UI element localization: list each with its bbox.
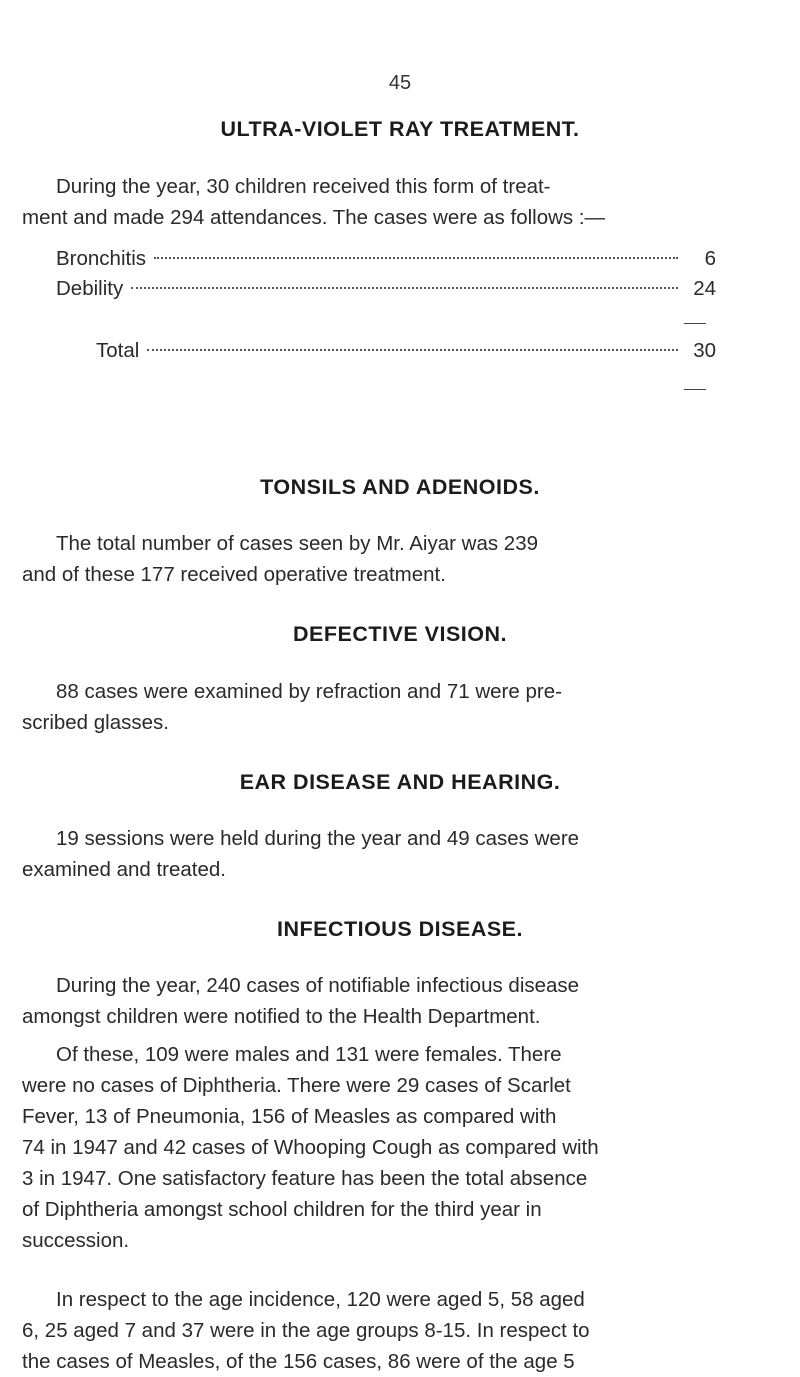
paragraph-vision	[22, 676, 780, 738]
para-line: the cases of Measles, of the 156 cases, 86 were of the age 5	[22, 1350, 575, 1373]
paragraph-ultraviolet	[22, 171, 780, 233]
heading-ultraviolet: ULTRA-VIOLET RAY TREATMENT.	[220, 117, 580, 141]
heading-ear: EAR DISEASE AND HEARING.	[239, 770, 561, 794]
row-label: Debility	[56, 277, 124, 300]
heading-tonsils: TONSILS AND ADENOIDS.	[260, 475, 540, 499]
para-line-text: The total number of cases seen by Mr. Aiyar was 239	[56, 532, 538, 555]
row-value: 6	[704, 247, 716, 270]
para-line: 6, 25 aged 7 and 37 were in the age groups 8-15. In respect to	[22, 1319, 590, 1342]
paragraph-tonsils	[22, 528, 780, 590]
page-number: 45	[388, 72, 412, 94]
para-line-text: During the year, 240 cases of notifiable infectious disease	[56, 974, 580, 997]
para-line-text: During the year, 30 children received this form of treat-	[56, 175, 551, 198]
para-line: 3 in 1947. One satisfactory feature has been the total absence	[22, 1167, 588, 1190]
para-line: succession.	[22, 1229, 130, 1252]
paragraph-infectious-2	[22, 1039, 780, 1256]
paragraph-infectious-1	[22, 970, 780, 1032]
row-label: Total	[96, 339, 140, 362]
para-line: 74 in 1947 and 42 cases of Whooping Cough as compared with	[22, 1136, 599, 1159]
para-line: Fever, 13 of Pneumonia, 156 of Measles as compared with	[22, 1105, 557, 1128]
sum-rule-top	[684, 323, 706, 324]
dot-leader	[147, 349, 678, 351]
para-line: were no cases of Diphtheria. There were 29 cases of Scarlet	[22, 1074, 571, 1097]
para-line: and of these 177 received operative treatment.	[22, 563, 446, 586]
para-line: ment and made 294 attendances. The cases were as follows :—	[22, 206, 606, 229]
para-line-text: In respect to the age incidence, 120 were aged 5, 58 aged	[56, 1288, 585, 1311]
para-line	[22, 823, 780, 854]
sum-rule-bottom	[684, 389, 706, 390]
para-line	[22, 171, 780, 202]
para-line: scribed glasses.	[22, 711, 169, 734]
dot-leader	[154, 257, 678, 259]
heading-vision: DEFECTIVE VISION.	[293, 622, 507, 646]
para-line-text: 19 sessions were held during the year and 49 cases were	[56, 827, 580, 850]
para-line-text: Of these, 109 were males and 131 were females. There	[56, 1043, 562, 1066]
row-label: Bronchitis	[56, 247, 147, 270]
para-line	[22, 528, 780, 559]
table-row-bronchitis	[56, 244, 716, 274]
para-line	[22, 676, 780, 707]
para-line	[22, 1284, 780, 1315]
para-line: of Diphtheria amongst school children for the third year in	[22, 1198, 542, 1221]
para-line: examined and treated.	[22, 858, 226, 881]
para-line	[22, 1039, 780, 1070]
dot-leader	[131, 287, 678, 289]
row-value: 30	[693, 339, 716, 362]
row-value: 24	[693, 277, 716, 300]
table-row-total	[96, 336, 716, 366]
table-row-debility	[56, 274, 716, 304]
heading-infectious: INFECTIOUS DISEASE.	[276, 917, 524, 941]
paragraph-ear	[22, 823, 780, 885]
para-line: amongst children were notified to the Health Department.	[22, 1005, 541, 1028]
para-line	[22, 970, 780, 1001]
para-line-text: 88 cases were examined by refraction and 71 were pre-	[56, 680, 562, 703]
paragraph-infectious-3	[22, 1284, 780, 1377]
